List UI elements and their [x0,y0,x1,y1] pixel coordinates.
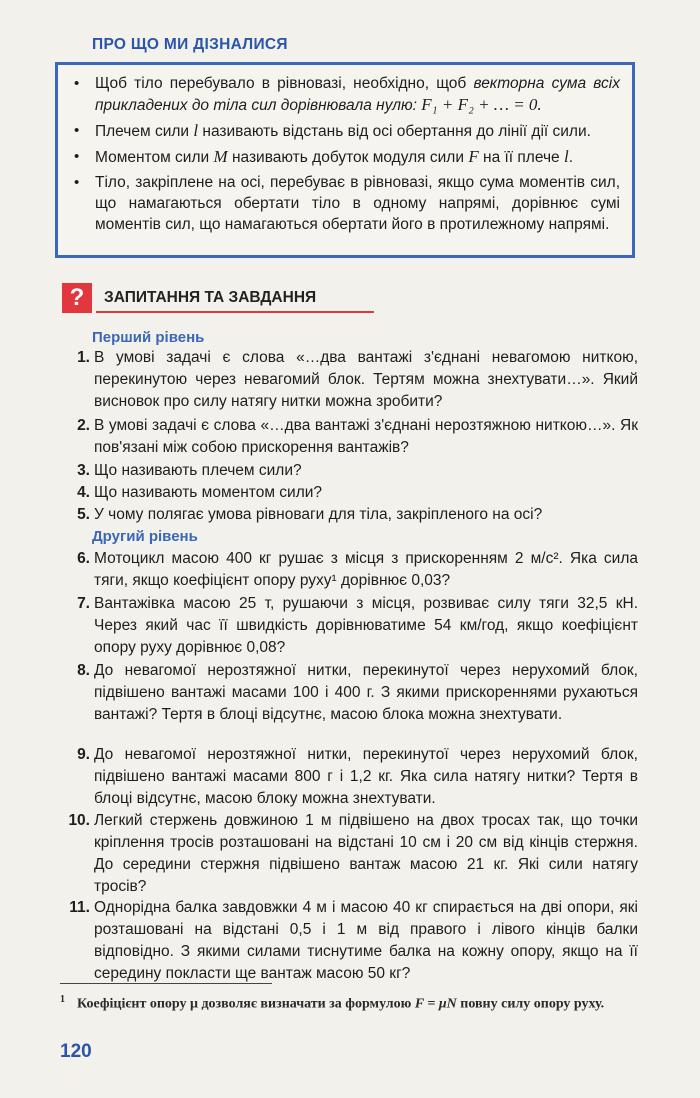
question-item [60,460,638,482]
summary-title: ПРО ЩО МИ ДІЗНАЛИСЯ [92,36,288,53]
question-number: 11. [69,899,90,916]
question-item [60,660,638,726]
question-number: 8. [77,662,90,679]
question-item [60,593,638,659]
question-item [60,897,638,985]
question-text: Однорідна балка завдовжки 4 м і масою 40 кг спирається на дві опори, які розташовані на відстані 0,5 і 1 м від правого і лівого кінців балки відповідно. З якими силами тиснутиме балка на кожну опору, якщо на її середину покласти ще вантаж масою 50 кг? [94,899,638,982]
question-number: 1. [77,349,90,366]
footnote-text-b: повну силу опору руху. [456,996,605,1012]
question-item [60,548,638,592]
summary-item-2 [72,120,620,142]
question-text: У чому полягає умова рівноваги для тіла, закріпленого на осі? [94,506,543,523]
footnote-text-a: Коефіцієнт опору μ дозволяє визначати за формулою [77,996,415,1012]
var-l: l [193,121,199,140]
header-underline [96,311,374,313]
question-text: До невагомої нерозтяжної нитки, перекинутої через нерухомий блок, підвішено вантажі масами 800 г і 1,2 кг. Яка сила натягу нитки? Тертя в блоці відсутнє, масою блоку можна знехтувати. [94,746,638,807]
question-text: До невагомої нерозтяжної нитки, перекинутої через нерухомий блок, підвішено вантажі масами 100 і 400 г. З якими прискореннями рухаються вантажі? Тертя в блоці відсутнє, масою блока можна знехтувати. [94,662,638,723]
questions-title: ЗАПИТАННЯ ТА ЗАВДАННЯ [104,289,317,306]
level-2-heading: Другий рівень [92,528,198,545]
question-number: 5. [77,506,90,523]
var-l: l [563,147,569,166]
question-number: 10. [68,812,90,829]
level-1-heading: Перший рівень [92,329,205,346]
question-number: 9. [77,746,90,763]
bullet: • [74,174,80,191]
footnote-formula: F = μN [414,996,457,1012]
question-text: В умові задачі є слова «…два вантажі з'єднані нерозтяжною ниткою…». Як пов'язані між собою прискорення вантажів? [94,417,638,456]
bullet: • [74,148,80,165]
question-number: 2. [77,417,90,434]
summary-item-3-text-a: Моментом сили [95,149,214,166]
footnote-divider [60,983,272,984]
summary-item-4-text: Тіло, закріплене на осі, перебуває в рівновазі, якщо сума моментів сил, що намагаються обертати тіло в одному напрямі, дорівнює сумі моментів сил, що намагаються обертати його в протилежному напрямі. [95,174,620,233]
question-text: Що називають моментом сили? [94,484,323,501]
equilibrium-formula: F₁ + F₂ + … = 0. [421,95,542,114]
question-number: 6. [77,550,90,567]
question-text: В умові задачі є слова «…два вантажі з'єднані невагомою ниткою, перекинутою через невагомий блок. Тертям можна знехтувати…». Який висновок про силу натягу нитки можна зробити? [94,349,638,410]
question-item [60,482,638,504]
question-mark-icon: ? [62,283,92,313]
question-item [60,744,638,810]
var-m: M [213,147,228,166]
questions-header [62,283,374,315]
bullet: • [74,75,80,92]
var-f: F [468,147,479,166]
question-text: Легкий стержень довжиною 1 м підвішено на двох тросах так, що точки кріплення тросів розташовані на відстані 10 см і 20 см від кінців стержня. До середини стержня підвішено вантаж масою 21 кг. Які сили натягу тросів? [94,812,638,895]
question-text: Вантажівка масою 25 т, рушаючи з місця, розвиває силу тяги 32,5 кН. Через який час її швидкість дорівнюватиме 54 км/год, якщо коефіцієнт опору руху дорівнює 0,08? [94,595,638,656]
question-item [60,810,638,898]
question-text: Що називають плечем сили? [94,462,302,479]
footnote-mark: 1 [60,994,65,1005]
question-number: 3. [77,462,90,479]
question-text: Мотоцикл масою 400 кг рушає з місця з прискоренням 2 м/с². Яка сила тяги, якщо коефіцієнт опору руху¹ дорівнює 0,03? [94,550,638,589]
footnote [60,989,638,1016]
summary-item-1 [72,73,620,116]
summary-item-3-text-c: на її плече [478,149,564,166]
question-item [60,415,638,459]
question-item [60,504,638,526]
summary-box [55,62,635,258]
summary-item-3-text-b: називають добуток модуля сили [227,149,469,166]
summary-item-3-text-d: . [568,149,574,166]
summary-item-4 [72,172,620,235]
question-number: 4. [77,484,90,501]
question-number: 7. [77,595,90,612]
page-number: 120 [60,1041,92,1062]
summary-item-2-text-a: Плечем сили [95,123,194,140]
bullet: • [74,122,80,139]
question-item [60,347,638,413]
summary-item-1-text-b: векторна сума всіх прикладених до тіла сил дорівнювала нулю: [95,75,621,114]
summary-item-3 [72,146,620,168]
summary-item-1-text-a: Щоб тіло перебувало в рівновазі, необхідно, щоб [95,75,474,92]
summary-item-2-text-b: називають відстань від осі обертання до лінії дії сили. [198,123,591,140]
